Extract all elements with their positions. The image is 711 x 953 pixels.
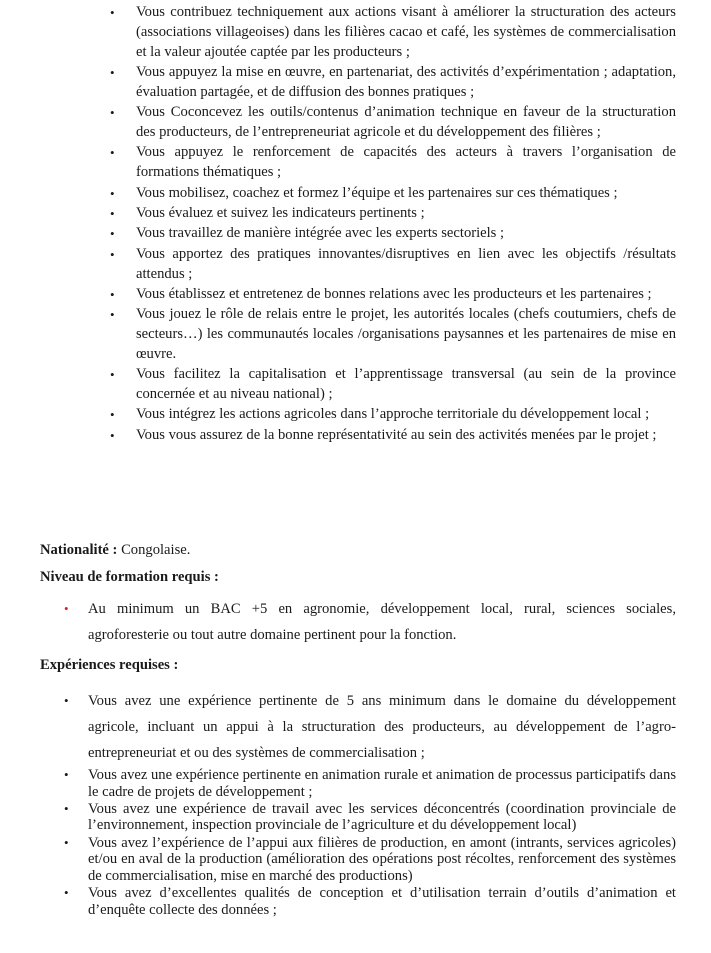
list-item: • Vous travaillez de manière intégrée avec les experts sectoriels ; bbox=[110, 224, 676, 244]
bullet-icon: • bbox=[110, 367, 115, 383]
list-item: • Vous vous assurez de la bonne représentativité au sein des activités menées par le projet ; bbox=[110, 426, 676, 446]
bullet-icon: • bbox=[64, 800, 69, 816]
bullet-icon: • bbox=[110, 286, 115, 302]
bullet-icon: • bbox=[110, 105, 115, 121]
bullet-icon: • bbox=[110, 145, 115, 161]
list-item: • Au minimum un BAC +5 en agronomie, développement local, rural, sciences sociales, agroforesterie ou tout autre domaine pertinent pour la fonction. bbox=[64, 596, 676, 648]
list-item: • Vous facilitez la capitalisation et l’apprentissage transversal (au sein de la province concernée et au niveau national) ; bbox=[110, 366, 676, 403]
bullet-icon: • bbox=[110, 307, 115, 323]
list-item: • Vous jouez le rôle de relais entre le projet, les autorités locales (chefs coutumiers, chefs de secteurs…) les communautés locales /organisations paysannes et les partenaires de mise en œuvre. bbox=[110, 306, 676, 362]
list-item: • Vous avez l’expérience de l’appui aux filières de production, en amont (intrants, services agricoles) et/ou en aval de la production (amélioration des opérations post récoltes, renforcement des systèmes de commercialisation, mise en marché des productions) bbox=[64, 834, 676, 884]
list-item: • Vous appuyez le renforcement de capacités des acteurs à travers l’organisation de formations thématiques ; bbox=[110, 144, 676, 181]
nationality-line bbox=[40, 541, 190, 560]
experiences-list-continued bbox=[64, 767, 676, 919]
list-item: • Vous contribuez techniquement aux actions visant à améliorer la structuration des acteurs (associations villageoises) dans les filières cacao et café, les systèmes de commercialisation et la valeur ajoutée captée par les producteurs ; bbox=[110, 4, 676, 60]
list-item: • Vous avez une expérience de travail avec les services déconcentrés (coordination provinciale de l’environnement, inspection provinciale de l’agriculture et du développement local) bbox=[64, 800, 676, 834]
bullet-icon: • bbox=[64, 884, 69, 900]
bullet-icon: • bbox=[110, 246, 115, 262]
bullet-icon: • bbox=[110, 5, 115, 20]
bullet-icon: • bbox=[64, 601, 69, 616]
bullet-icon: • bbox=[64, 693, 69, 708]
bullet-icon: • bbox=[110, 205, 115, 221]
list-item: • Vous appuyez la mise en œuvre, en partenariat, des activités d’expérimentation ; adaptation, évaluation partagée, et de diffusion des bonnes pratiques ; bbox=[110, 63, 676, 100]
experiences-list bbox=[64, 688, 676, 766]
bullet-icon: • bbox=[64, 834, 69, 850]
formation-list bbox=[64, 596, 676, 648]
nationality-label: Nationalité : bbox=[40, 542, 118, 558]
formation-heading: Niveau de formation requis : bbox=[40, 569, 219, 585]
list-item: • Vous mobilisez, coachez et formez l’équipe et les partenaires sur ces thématiques ; bbox=[110, 184, 676, 204]
list-item: • Vous apportez des pratiques innovantes/disruptives en lien avec les objectifs /résultats attendus ; bbox=[110, 245, 676, 282]
list-item: • Vous intégrez les actions agricoles dans l’approche territoriale du développement local ; bbox=[110, 405, 676, 425]
bullet-icon: • bbox=[110, 226, 115, 242]
list-item: • Vous avez d’excellentes qualités de conception et d’utilisation terrain d’outils d’animation et d’enquête collecte des données ; bbox=[64, 884, 676, 918]
list-item: • Vous avez une expérience pertinente en animation rurale et animation de processus participatifs dans le cadre de projets de développement ; bbox=[64, 767, 676, 800]
list-item: • Vous établissez et entretenez de bonnes relations avec les producteurs et les partenaires ; bbox=[110, 285, 676, 305]
bullet-icon: • bbox=[110, 185, 115, 201]
nationality-value: Congolaise. bbox=[121, 542, 191, 558]
experiences-heading: Expériences requises : bbox=[40, 657, 179, 673]
bullet-icon: • bbox=[64, 767, 69, 782]
bullet-icon: • bbox=[110, 427, 115, 443]
list-item: • Vous avez une expérience pertinente de 5 ans minimum dans le domaine du développement agricole, incluant un appui à la structuration des producteurs, au développement de l’agro-entrepreneuriat et ou des systèmes de commercialisation ; bbox=[64, 688, 676, 766]
bullet-icon: • bbox=[110, 64, 115, 80]
bullet-icon: • bbox=[110, 407, 115, 423]
list-item: • Vous évaluez et suivez les indicateurs pertinents ; bbox=[110, 204, 676, 224]
responsibilities-list bbox=[110, 3, 676, 446]
list-item: • Vous Coconcevez les outils/contenus d’animation technique en faveur de la structuration des producteurs, de l’entrepreneuriat agricole et du développement des filières ; bbox=[110, 104, 676, 140]
